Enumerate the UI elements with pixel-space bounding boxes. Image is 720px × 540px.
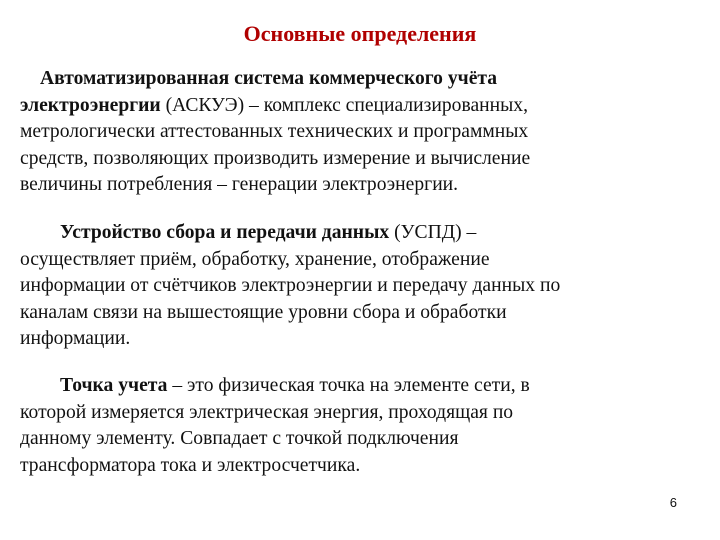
text-line	[20, 66, 700, 93]
text-line: осуществляет приём, обработку, хранение, отображение	[20, 248, 490, 270]
page-number: 6	[669, 495, 677, 510]
defined-term: Автоматизированная система коммерческого учёта	[40, 68, 498, 89]
defined-term: Устройство сбора и передачи данных	[60, 222, 390, 243]
text-line: средств, позволяющих производить измерение и вычисление	[20, 147, 531, 169]
text-line: информации от счётчиков электроэнергии и передачу данных по	[20, 275, 561, 296]
text-line: Устройство сбора и передачи данных (УСПД) –	[60, 222, 477, 243]
defined-term: Точка учета	[60, 375, 168, 396]
text-line: данному элементу. Совпадает с точкой подключения	[20, 428, 459, 449]
definition-askue	[20, 66, 700, 199]
defined-term: электроэнергии	[20, 94, 161, 116]
text-line: информации.	[20, 328, 131, 349]
text-line: которой измеряется электрическая энергия, проходящая по	[20, 401, 514, 423]
definition-metering-point	[20, 373, 700, 479]
text-line: трансформатора тока и электросчетчика.	[20, 454, 361, 476]
text-line: каналам связи на вышестоящие уровни сбора и обработки	[20, 301, 507, 323]
slide-title: Основные определения	[243, 21, 477, 46]
text-line: величины потребления – генерации электроэнергии.	[20, 174, 459, 195]
text-line: Точка учета – это физическая точка на элементе сети, в	[60, 375, 530, 396]
text-line: электроэнергии (АСКУЭ) – комплекс специализированных,	[20, 94, 528, 116]
definition-uspd	[20, 220, 700, 353]
text-line: метрологически аттестованных технических и программных	[20, 121, 529, 142]
